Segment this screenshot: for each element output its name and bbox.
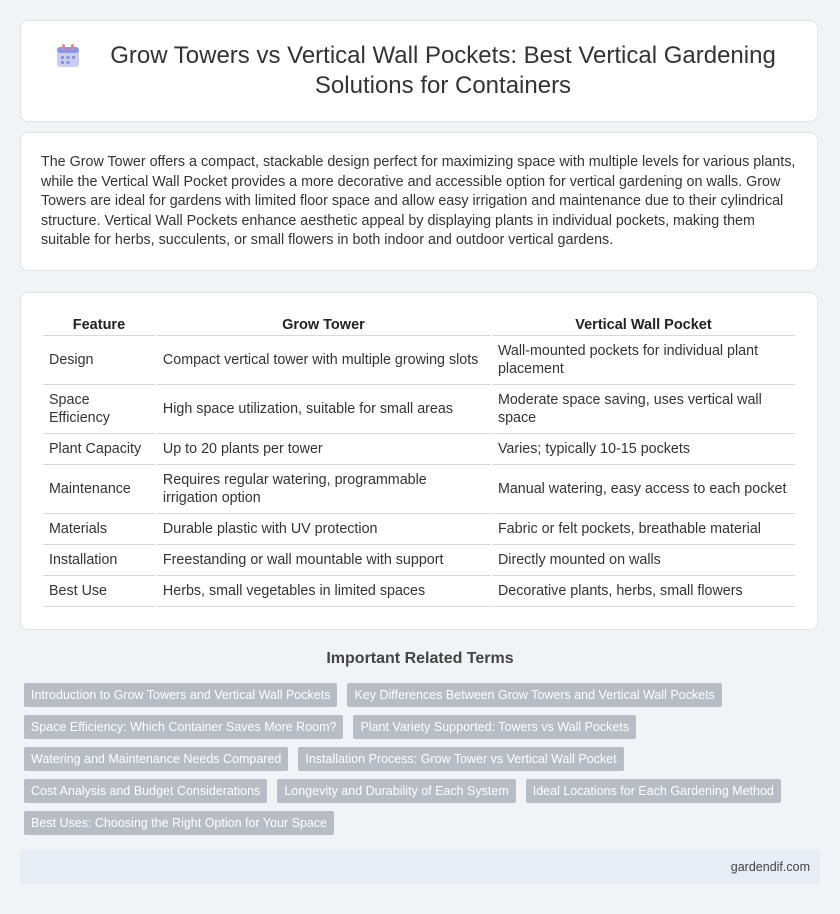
footer — [20, 850, 820, 884]
table-cell-feature: Design — [43, 336, 155, 385]
column-header-wall-pocket: Vertical Wall Pocket — [492, 309, 795, 336]
table-cell-grow-tower: Up to 20 plants per tower — [157, 434, 490, 465]
table-cell-feature: Maintenance — [43, 465, 155, 514]
related-term-tag[interactable]: Plant Variety Supported: Towers vs Wall Pockets — [353, 715, 636, 739]
table-cell-feature: Space Efficiency — [43, 385, 155, 434]
table-cell-grow-tower: High space utilization, suitable for small areas — [157, 385, 490, 434]
table-row — [43, 385, 795, 434]
table-cell-grow-tower: Freestanding or wall mountable with support — [157, 545, 490, 576]
related-term-tag[interactable]: Installation Process: Grow Tower vs Vertical Wall Pocket — [298, 747, 623, 771]
related-terms-heading: Important Related Terms — [326, 650, 514, 667]
table-row — [43, 434, 795, 465]
related-terms-list — [24, 683, 804, 835]
comparison-table-card — [20, 292, 818, 630]
table-cell-feature: Materials — [43, 514, 155, 545]
related-term-tag[interactable]: Longevity and Durability of Each System — [277, 779, 515, 803]
table-cell-wall-pocket: Decorative plants, herbs, small flowers — [492, 576, 795, 607]
column-header-feature: Feature — [43, 309, 155, 336]
table-row — [43, 514, 795, 545]
header-card — [20, 20, 818, 122]
page-title: Grow Towers vs Vertical Wall Pockets: Best Vertical Gardening Solutions for Containers — [110, 42, 776, 99]
column-header-grow-tower: Grow Tower — [157, 309, 490, 336]
table-cell-grow-tower: Durable plastic with UV protection — [157, 514, 490, 545]
table-cell-grow-tower: Requires regular watering, programmable irrigation option — [157, 465, 490, 514]
table-cell-feature: Best Use — [43, 576, 155, 607]
table-cell-wall-pocket: Fabric or felt pockets, breathable material — [492, 514, 795, 545]
table-cell-wall-pocket: Manual watering, easy access to each pocket — [492, 465, 795, 514]
table-cell-grow-tower: Compact vertical tower with multiple growing slots — [157, 336, 490, 385]
related-term-tag[interactable]: Best Uses: Choosing the Right Option for Your Space — [24, 811, 334, 835]
table-cell-feature: Installation — [43, 545, 155, 576]
table-cell-wall-pocket: Wall-mounted pockets for individual plant placement — [492, 336, 795, 385]
title-wrap — [55, 41, 783, 101]
table-header-row — [43, 309, 795, 336]
intro-paragraph: The Grow Tower offers a compact, stackable design perfect for maximizing space with multiple levels for various plants, while the Vertical Wall Pocket provides a more decorative and accessible option for vertical gardening on walls. Grow Towers are ideal for gardens with limited floor space and allow easy irrigation and maintenance due to their cylindrical structure. Vertical Wall Pockets enhance aesthetic appeal by displaying plants in individual pockets, making them suitable for herbs, succulents, or small flowers in both indoor and outdoor vertical gardens. — [41, 154, 796, 249]
related-term-tag[interactable]: Cost Analysis and Budget Considerations — [24, 779, 267, 803]
table-cell-wall-pocket: Directly mounted on walls — [492, 545, 795, 576]
intro-card — [20, 132, 818, 271]
related-term-tag[interactable]: Space Efficiency: Which Container Saves More Room? — [24, 715, 343, 739]
table-cell-feature: Plant Capacity — [43, 434, 155, 465]
table-row — [43, 576, 795, 607]
table-cell-grow-tower: Herbs, small vegetables in limited spaces — [157, 576, 490, 607]
table-cell-wall-pocket: Varies; typically 10-15 pockets — [492, 434, 795, 465]
table-row — [43, 465, 795, 514]
related-term-tag[interactable]: Key Differences Between Grow Towers and Vertical Wall Pockets — [347, 683, 721, 707]
related-term-tag[interactable]: Ideal Locations for Each Gardening Method — [526, 779, 781, 803]
calendar-icon — [55, 43, 81, 69]
table-cell-wall-pocket: Moderate space saving, uses vertical wall space — [492, 385, 795, 434]
table-row — [43, 336, 795, 385]
table-row — [43, 545, 795, 576]
related-term-tag[interactable]: Watering and Maintenance Needs Compared — [24, 747, 288, 771]
footer-site-name[interactable]: gardendif.com — [730, 860, 810, 874]
related-term-tag[interactable]: Introduction to Grow Towers and Vertical Wall Pockets — [24, 683, 337, 707]
comparison-table — [41, 309, 797, 607]
